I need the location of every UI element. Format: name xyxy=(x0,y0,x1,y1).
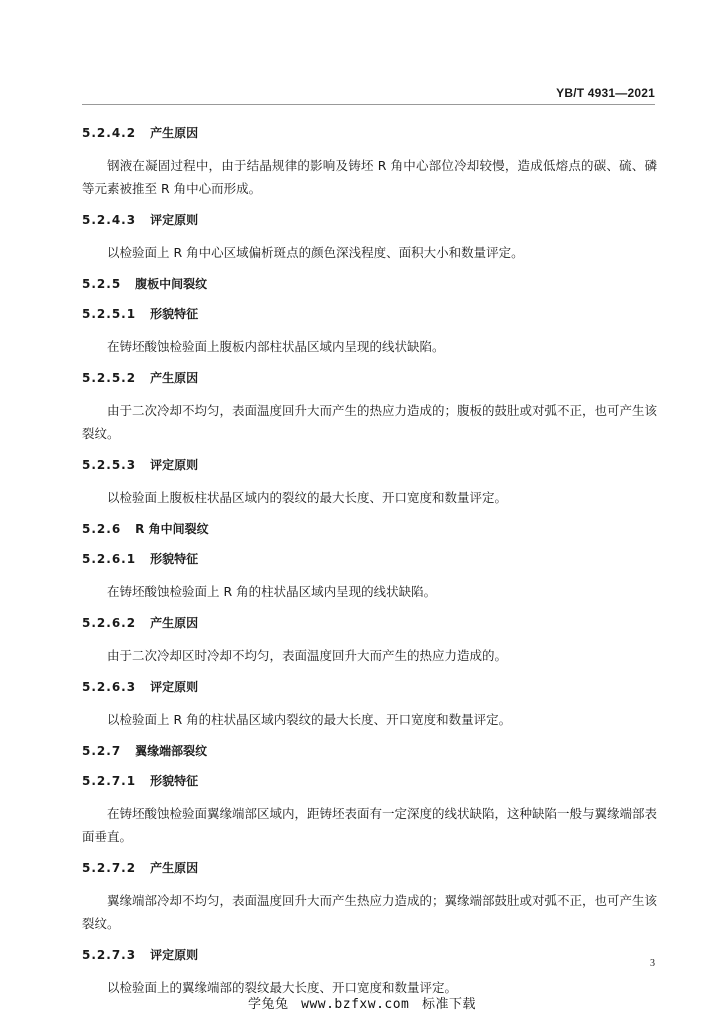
section-title: 产生原因 xyxy=(150,126,199,140)
paragraph: 在铸坯酸蚀检验面上 R 角的柱状晶区域内呈现的线状缺陷。 xyxy=(107,584,437,599)
section-heading xyxy=(82,614,657,632)
section-number: 5.2.5.1 xyxy=(82,307,137,321)
section-heading xyxy=(82,275,657,293)
page-number: 3 xyxy=(650,958,655,969)
watermark-label: 标准下载 xyxy=(422,997,477,1012)
section-title: 产生原因 xyxy=(150,371,199,385)
paragraph: 在铸坯酸蚀检验面翼缘端部区域内，距铸坯表面有一定深度的线状缺陷，这种缺陷一般与翼缘端部表面垂直。 xyxy=(82,806,658,844)
header-rule xyxy=(82,104,655,105)
section-heading xyxy=(82,305,657,323)
paragraph: 以检验面上腹板柱状晶区域内的裂纹的最大长度、开口宽度和数量评定。 xyxy=(107,490,508,505)
section-heading xyxy=(82,550,657,568)
section-number: 5.2.7.2 xyxy=(82,861,137,875)
section-heading xyxy=(82,211,657,229)
paragraph: 以检验面上 R 角的柱状晶区域内裂纹的最大长度、开口宽度和数量评定。 xyxy=(107,712,512,727)
section-heading xyxy=(82,124,657,142)
paragraph: 以检验面上 R 角中心区域偏析斑点的颜色深浅程度、面积大小和数量评定。 xyxy=(107,245,524,260)
section-title: 评定原则 xyxy=(150,948,199,962)
section-heading xyxy=(82,742,657,760)
section-number: 5.2.4.2 xyxy=(82,126,137,140)
section-title: 产生原因 xyxy=(150,616,199,630)
section-title: R 角中间裂纹 xyxy=(135,522,209,536)
section-title: 腹板中间裂纹 xyxy=(135,277,208,291)
section-title: 评定原则 xyxy=(150,458,199,472)
section-number: 5.2.6.1 xyxy=(82,552,137,566)
section-number: 5.2.5.2 xyxy=(82,371,137,385)
section-heading xyxy=(82,772,657,790)
paragraph: 钢液在凝固过程中，由于结晶规律的影响及铸坯 R 角中心部位冷却较慢，造成低熔点的碳、硫、磷等元素被推至 R 角中心而形成。 xyxy=(82,158,657,196)
section-number: 5.2.7.1 xyxy=(82,774,137,788)
section-heading xyxy=(82,678,657,696)
paragraph: 由于二次冷却区时冷却不均匀，表面温度回升大而产生的热应力造成的。 xyxy=(107,648,508,663)
section-number: 5.2.7 xyxy=(82,744,122,758)
section-title: 评定原则 xyxy=(150,680,199,694)
section-number: 5.2.6 xyxy=(82,522,122,536)
section-heading xyxy=(82,456,657,474)
section-title: 形貌特征 xyxy=(150,307,199,321)
watermark-site-name: 学兔兔 xyxy=(247,997,289,1012)
document-code: YB/T 4931—2021 xyxy=(556,86,655,100)
paragraph: 由于二次冷却不均匀，表面温度回升大而产生的热应力造成的；腹板的鼓肚或对弧不正，也可产生该裂纹。 xyxy=(82,403,658,441)
watermark xyxy=(0,993,724,1012)
paragraph: 在铸坯酸蚀检验面上腹板内部柱状晶区域内呈现的线状缺陷。 xyxy=(107,339,445,354)
section-title: 产生原因 xyxy=(150,861,199,875)
section-title: 形貌特征 xyxy=(150,552,199,566)
document-body xyxy=(82,124,657,1010)
section-number: 5.2.7.3 xyxy=(82,948,137,962)
watermark-url[interactable]: www.bzfxw.com xyxy=(301,997,410,1012)
section-heading xyxy=(82,369,657,387)
section-heading xyxy=(82,520,657,538)
section-heading xyxy=(82,859,657,877)
section-title: 形貌特征 xyxy=(150,774,199,788)
section-title: 评定原则 xyxy=(150,213,199,227)
section-number: 5.2.5 xyxy=(82,277,122,291)
section-number: 5.2.6.3 xyxy=(82,680,137,694)
paragraph: 以检验面上的翼缘端部的裂纹最大长度、开口宽度和数量评定。 xyxy=(107,980,458,995)
section-number: 5.2.4.3 xyxy=(82,213,137,227)
section-number: 5.2.6.2 xyxy=(82,616,137,630)
paragraph: 翼缘端部冷却不均匀，表面温度回升大而产生热应力造成的；翼缘端部鼓肚或对弧不正，也可产生该裂纹。 xyxy=(82,893,658,931)
section-heading xyxy=(82,946,657,964)
section-title: 翼缘端部裂纹 xyxy=(135,744,208,758)
section-number: 5.2.5.3 xyxy=(82,458,137,472)
